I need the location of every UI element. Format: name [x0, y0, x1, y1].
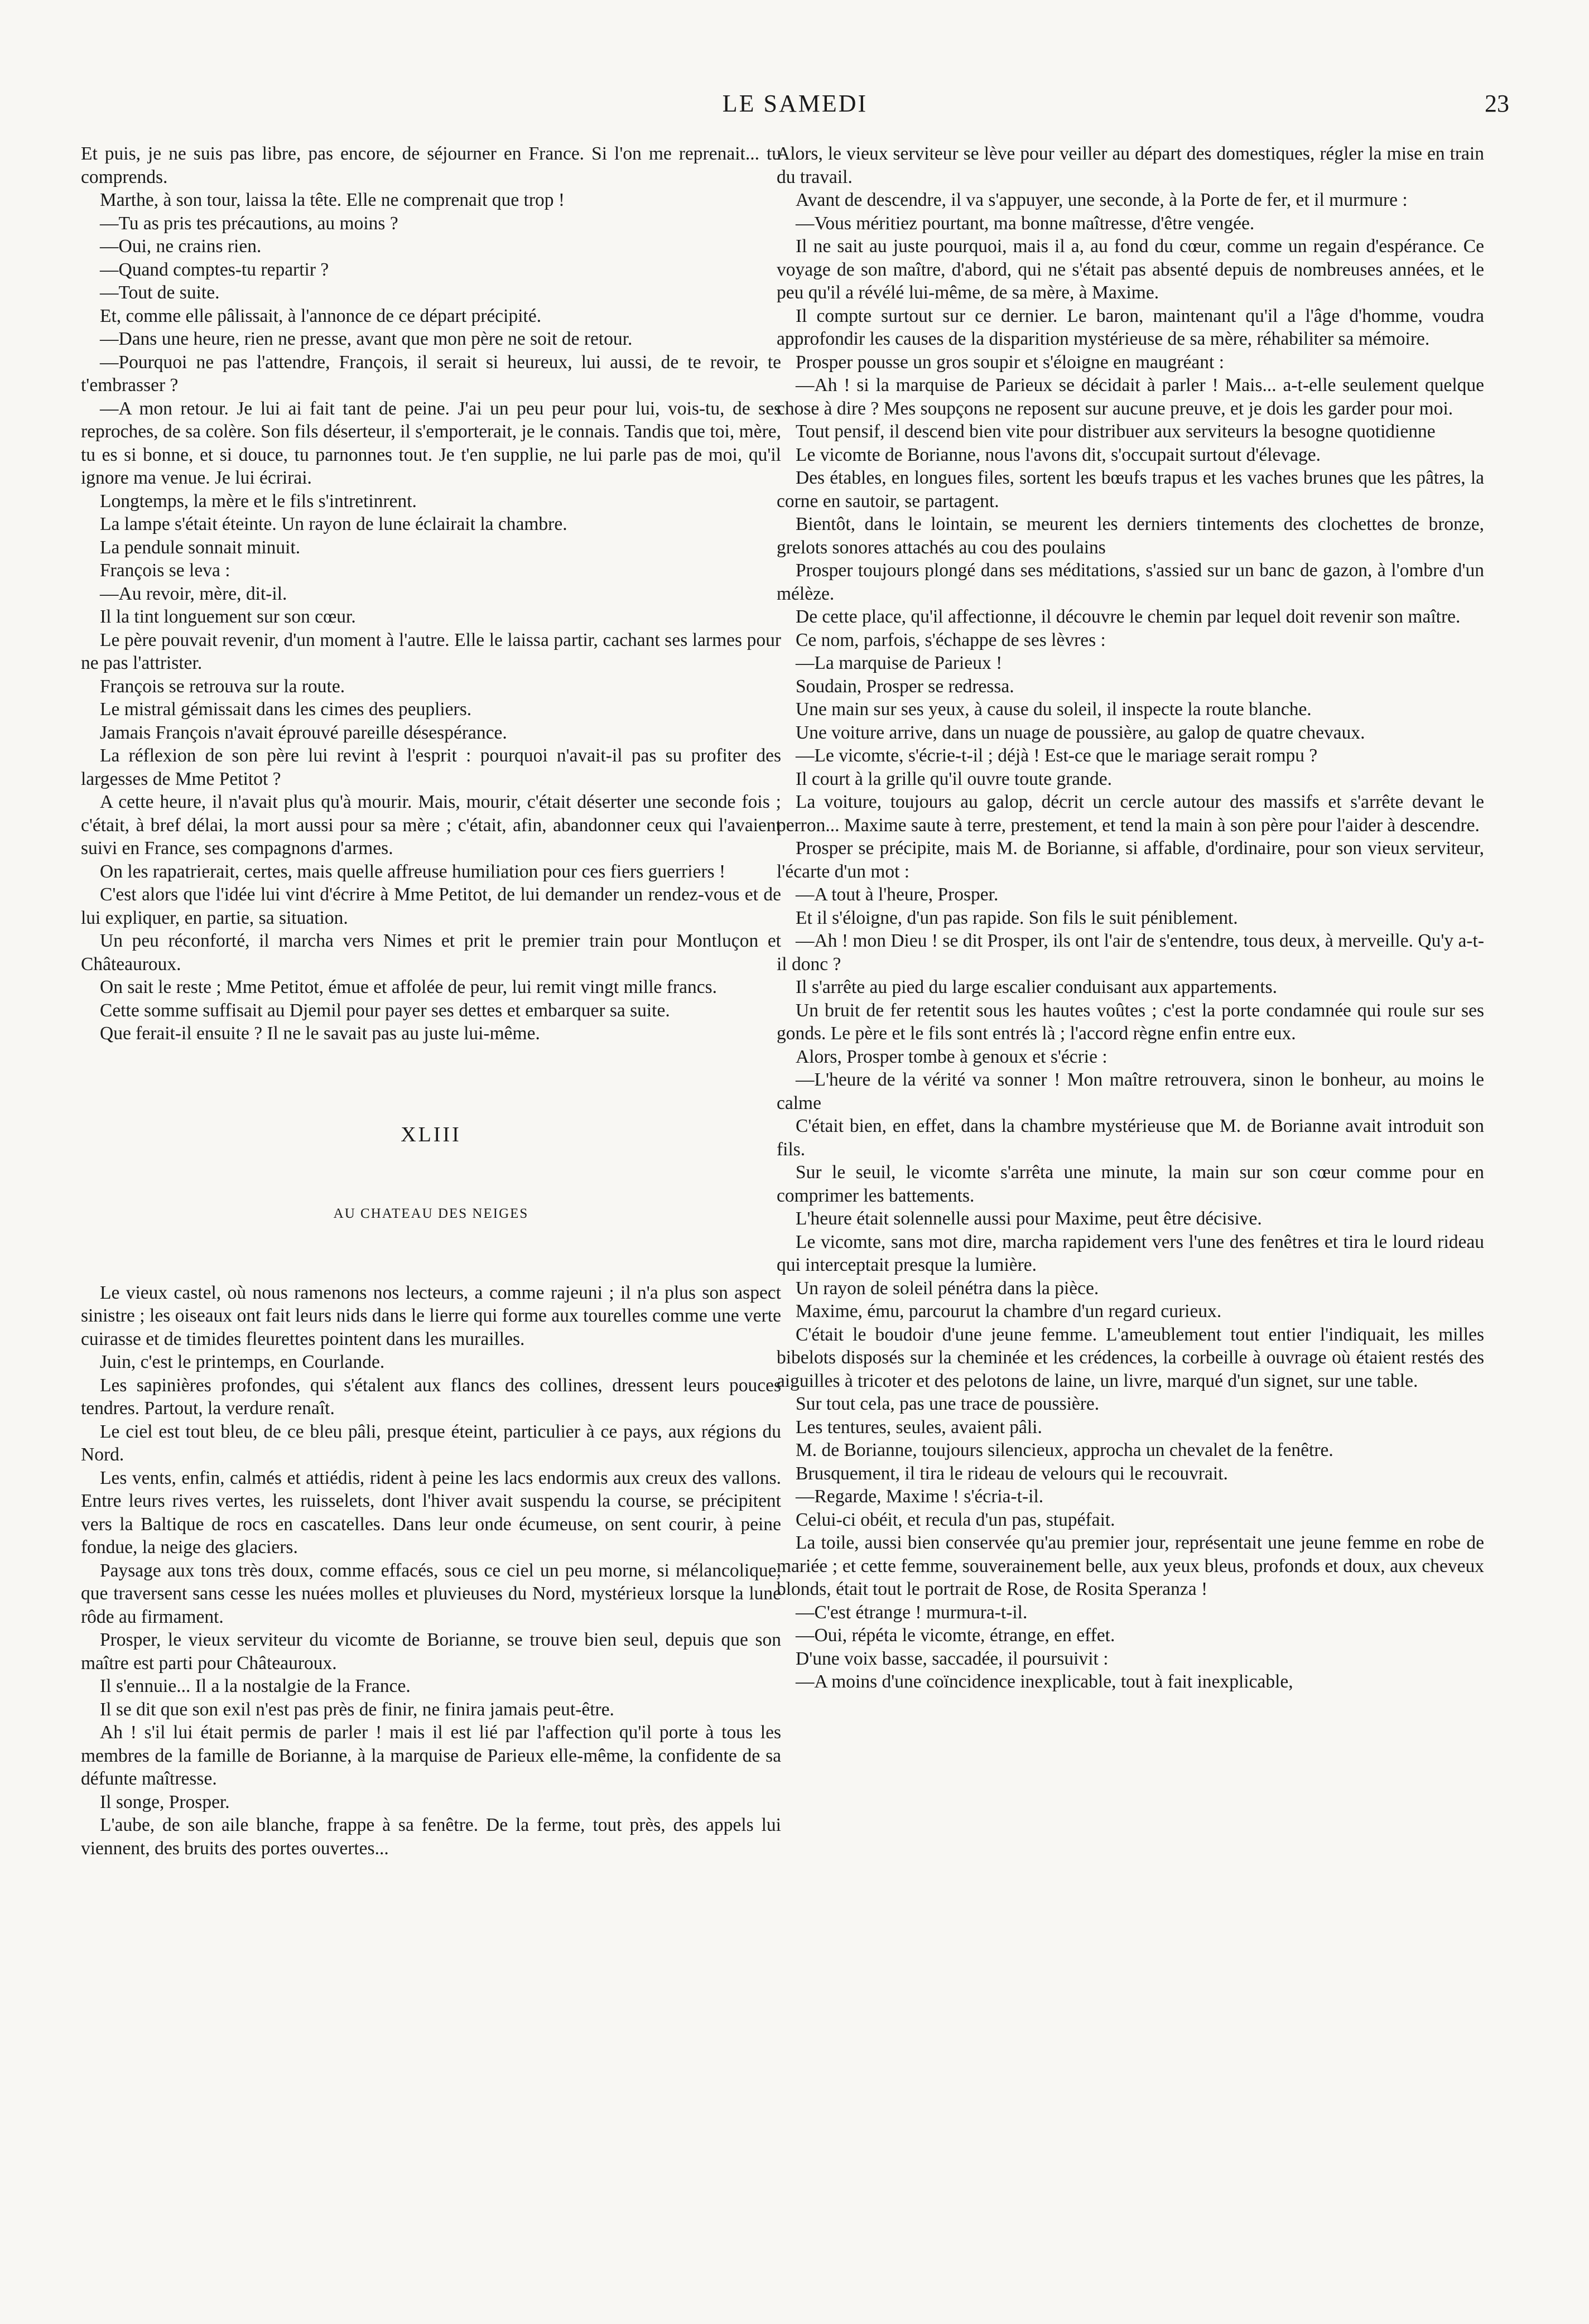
paragraph: —Pourquoi ne pas l'attendre, François, il serait si heureux, lui aussi, de te revoir, te t'embrasser ?: [81, 351, 781, 396]
paragraph: Avant de descendre, il va s'appuyer, une seconde, à la Porte de fer, et il murmure :: [796, 190, 1408, 210]
paragraph: Le ciel est tout bleu, de ce bleu pâli, presque éteint, particulier à ce pays, aux régions du Nord.: [81, 1421, 781, 1465]
page-header: [81, 89, 1509, 123]
paragraph: Maxime, ému, parcourut la chambre d'un regard curieux.: [796, 1301, 1222, 1322]
paragraph: Les tentures, seules, avaient pâli.: [796, 1416, 1042, 1438]
paragraph: Un rayon de soleil pénétra dans la pièce.: [796, 1277, 1099, 1299]
paragraph: —Tu as pris tes précautions, au moins ?: [100, 213, 398, 234]
paragraph: La voiture, toujours au galop, décrit un cercle autour des massifs et s'arrête devant le perron... Maxime saute à terre, prestement, et tend la main à son père pour l'aider à descendre.: [777, 792, 1484, 836]
paragraph: Cette somme suffisait au Djemil pour payer ses dettes et embarquer sa suite.: [100, 1000, 670, 1021]
paragraph: Le vieux castel, où nous ramenons nos lecteurs, a comme rajeuni ; il n'a plus son aspect sinistre ; les oiseaux ont fait leurs nids dans le lierre qui forme aux tourelles comme une verte cuirasse et de timides fleurettes pointent dans les murailles.: [81, 1282, 781, 1349]
paragraph: Et puis, je ne suis pas libre, pas encore, de séjourner en France. Si l'on me reprenait... tu comprends.: [81, 143, 781, 187]
paragraph: C'est alors que l'idée lui vint d'écrire à Mme Petitot, de lui demander un rendez-vous et de lui expliquer, en partie, sa situation.: [81, 884, 781, 928]
paragraph: Il court à la grille qu'il ouvre toute grande.: [796, 768, 1112, 789]
paragraph: Celui-ci obéit, et recula d'un pas, stupéfait.: [796, 1509, 1115, 1530]
paragraph: Un bruit de fer retentit sous les hautes voûtes ; c'est la porte condamnée qui roule sur ses gonds. Le père et le fils sont entrés là ; l'accord règne enfin entre eux.: [777, 1000, 1484, 1044]
chapter-title: AU CHATEAU DES NEIGES: [333, 1206, 529, 1221]
paragraph: La lampe s'était éteinte. Un rayon de lune éclairait la chambre.: [100, 514, 567, 534]
paragraph: Sur le seuil, le vicomte s'arrêta une minute, la main sur son cœur comme pour en comprimer les battements.: [777, 1162, 1484, 1206]
paragraph: —Dans une heure, rien ne presse, avant que mon père ne soit de retour.: [100, 329, 633, 349]
paragraph: Le vicomte de Borianne, nous l'avons dit, s'occupait surtout d'élevage.: [796, 444, 1321, 465]
paragraph: Marthe, à son tour, laissa la tête. Elle ne comprenait que trop !: [100, 190, 565, 210]
paragraph: Brusquement, il tira le rideau de velours qui le recouvrait.: [796, 1463, 1228, 1484]
paragraph: Ah ! s'il lui était permis de parler ! mais il est lié par l'affection qu'il porte à tous les membres de la famille de Borianne, à la marquise de Parieux elle-même, la confidente de sa défunte maîtresse.: [81, 1722, 781, 1789]
paragraph: Alors, le vieux serviteur se lève pour veiller au départ des domestiques, régler la mise en train du travail.: [777, 143, 1484, 187]
paragraph: Ce nom, parfois, s'échappe de ses lèvres :: [796, 629, 1106, 650]
paragraph: On les rapatrierait, certes, mais quelle affreuse humiliation pour ces fiers guerriers !: [100, 861, 726, 882]
paragraph: Prosper, le vieux serviteur du vicomte de Borianne, se trouve bien seul, depuis que son maître est parti pour Châteauroux.: [81, 1629, 781, 1674]
paragraph: François se leva :: [100, 560, 230, 581]
paragraph: —Quand comptes-tu repartir ?: [100, 259, 329, 280]
paragraph: Sur tout cela, pas une trace de poussière.: [796, 1394, 1100, 1414]
paragraph: L'heure était solennelle aussi pour Maxime, peut être décisive.: [796, 1208, 1262, 1229]
paragraph: L'aube, de son aile blanche, frappe à sa fenêtre. De la ferme, tout près, des appels lui viennent, des bruits des portes ouvertes...: [81, 1815, 781, 1859]
paragraph: —L'heure de la vérité va sonner ! Mon maître retrouvera, sinon le bonheur, au moins le calme: [777, 1069, 1484, 1113]
paragraph: Il la tint longuement sur son cœur.: [100, 606, 356, 627]
paragraph: Prosper se précipite, mais M. de Borianne, si affable, d'ordinaire, pour son vieux serviteur, l'écarte d'un mot :: [777, 838, 1484, 882]
paragraph: Alors, Prosper tombe à genoux et s'écrie :: [796, 1046, 1108, 1067]
paragraph: Soudain, Prosper se redressa.: [796, 676, 1014, 697]
paragraph: Des étables, en longues files, sortent les bœufs trapus et les vaches brunes que les pâtres, la corne en sautoir, se partagent.: [777, 467, 1484, 512]
paragraph: Il s'ennuie... Il a la nostalgie de la France.: [100, 1676, 411, 1696]
paragraph: De cette place, qu'il affectionne, il découvre le chemin par lequel doit revenir son maître.: [796, 606, 1461, 627]
paragraph: Bientôt, dans le lointain, se meurent les derniers tintements des clochettes de bronze, grelots sonores attachés au cou des poulains: [777, 514, 1484, 558]
paragraph: Jamais François n'avait éprouvé pareille désespérance.: [100, 722, 507, 743]
paragraph: —Oui, répéta le vicomte, étrange, en effet.: [796, 1625, 1115, 1646]
chapter-number: XLIII: [401, 1122, 461, 1146]
paragraph: Il songe, Prosper.: [100, 1791, 230, 1812]
paragraph: C'était le boudoir d'une jeune femme. L'ameublement tout entier l'indiquait, les milles bibelots disposés sur la cheminée et les crédences, la corbeille à ouvrage où étaient restés des aiguilles à tricoter et des pelotons de laine, un livre, marqué d'un signet, sur une table.: [777, 1324, 1484, 1391]
paragraph: M. de Borianne, toujours silencieux, approcha un chevalet de la fenêtre.: [796, 1440, 1333, 1460]
paragraph: Une voiture arrive, dans un nuage de poussière, au galop de quatre chevaux.: [796, 722, 1365, 743]
right-column: [777, 142, 1484, 1694]
paragraph: C'était bien, en effet, dans la chambre mystérieuse que M. de Borianne avait introduit son fils.: [777, 1116, 1484, 1160]
paragraph: Prosper toujours plongé dans ses méditations, s'assied sur un banc de gazon, à l'ombre d'un mélèze.: [777, 560, 1484, 604]
left-column: [81, 142, 781, 1860]
paragraph: Les vents, enfin, calmés et attiédis, rident à peine les lacs endormis aux creux des vallons. Entre leurs rives vertes, les ruisselets, dont l'hiver avait suspendu la course, se précipitent vers la Baltique de rocs en cascatelles. Dans leur onde écumeuse, on sent courir, à peine fondue, la neige des glaciers.: [81, 1467, 781, 1558]
paragraph: —Regarde, Maxime ! s'écria-t-il.: [796, 1486, 1044, 1507]
paragraph: Longtemps, la mère et le fils s'intretinrent.: [100, 490, 417, 512]
paragraph: Que ferait-il ensuite ? Il ne le savait pas au juste lui-même.: [100, 1023, 540, 1044]
paragraph: Il compte surtout sur ce dernier. Le baron, maintenant qu'il a l'âge d'homme, voudra approfondir les causes de la disparition mystérieuse de sa mère, réhabiliter sa mémoire.: [777, 305, 1484, 349]
paragraph: On sait le reste ; Mme Petitot, émue et affolée de peur, lui remit vingt mille francs.: [100, 977, 718, 997]
paragraph: Juin, c'est le printemps, en Courlande.: [100, 1352, 385, 1372]
paragraph: —Vous méritiez pourtant, ma bonne maîtresse, d'être vengée.: [796, 213, 1255, 234]
paragraph: —Ah ! si la marquise de Parieux se décidait à parler ! Mais... a-t-elle seulement quelque chose à dire ? Mes soupçons ne reposent sur aucune preuve, et je dois les garder pour moi.: [777, 375, 1484, 419]
paragraph: —Au revoir, mère, dit-il.: [100, 583, 287, 604]
paragraph: Une main sur ses yeux, à cause du soleil, il inspecte la route blanche.: [796, 699, 1312, 720]
paragraph: —La marquise de Parieux !: [796, 653, 1003, 673]
paragraph: —Le vicomte, s'écrie-t-il ; déjà ! Est-ce que le mariage serait rompu ?: [796, 745, 1318, 766]
paragraph: François se retrouva sur la route.: [100, 676, 345, 697]
paragraph: Il s'arrête au pied du large escalier conduisant aux appartements.: [796, 977, 1278, 997]
paragraph: Et il s'éloigne, d'un pas rapide. Son fils le suit péniblement.: [796, 907, 1238, 928]
paragraph: Les sapinières profondes, qui s'étalent aux flancs des collines, dressent leurs pouces tendres. Partout, la verdure renaît.: [81, 1375, 781, 1419]
paragraph: Le père pouvait revenir, d'un moment à l'autre. Elle le laissa partir, cachant ses larmes pour ne pas l'attrister.: [81, 629, 781, 673]
paragraph: Un peu réconforté, il marcha vers Nimes et prit le premier train pour Montluçon et Châteauroux.: [81, 930, 781, 975]
journal-title: LE SAMEDI: [722, 90, 868, 117]
paragraph: —A mon retour. Je lui ai fait tant de peine. J'ai un peu peur pour lui, vois-tu, de ses reproches, de sa colère. Son fils déserteur, il s'emporterait, je le connais. Tandis que toi, mère, tu es si bonne, et si douce, tu parnonnes tout. Je t'en supplie, ne lui parle pas de moi, qu'il ignore ma venue. Je lui écrirai.: [81, 398, 781, 488]
paragraph: La pendule sonnait minuit.: [100, 537, 301, 558]
paragraph: Il se dit que son exil n'est pas près de finir, ne finira jamais peut-être.: [100, 1699, 614, 1720]
paragraph: —A tout à l'heure, Prosper.: [796, 884, 999, 905]
paragraph: Prosper pousse un gros soupir et s'éloigne en maugréant :: [796, 351, 1225, 373]
paragraph: —C'est étrange ! murmura-t-il.: [796, 1602, 1028, 1623]
paragraph: —Ah ! mon Dieu ! se dit Prosper, ils ont l'air de s'entendre, tous deux, à merveille. Qu'y a-t-il donc ?: [777, 930, 1484, 975]
paragraph: —Oui, ne crains rien.: [100, 236, 262, 257]
page-number: 23: [1485, 90, 1509, 117]
paragraph: Il ne sait au juste pourquoi, mais il a, au fond du cœur, comme un regain d'espérance. Ce voyage de son maître, d'abord, qui ne s'était pas absenté depuis de nombreuses années, et le peu qu'il a révélé lui-même, de sa mère, à Maxime.: [777, 236, 1484, 303]
paragraph: D'une voix basse, saccadée, il poursuivit :: [796, 1648, 1109, 1669]
paragraph: La toile, aussi bien conservée qu'au premier jour, représentait une jeune femme en robe de mariée ; et cette femme, souverainement belle, aux yeux bleus, profonds et doux, aux cheveux blonds, était tout le portrait de Rose, de Rosita Speranza !: [777, 1532, 1484, 1599]
paragraph: —A moins d'une coïncidence inexplicable, tout à fait inexplicable,: [796, 1671, 1293, 1692]
paragraph: Le mistral gémissait dans les cimes des peupliers.: [100, 699, 472, 720]
paragraph: Et, comme elle pâlissait, à l'annonce de ce départ précipité.: [100, 305, 542, 326]
paragraph: —Tout de suite.: [100, 282, 220, 303]
paragraph: La réflexion de son père lui revint à l'esprit : pourquoi n'avait-il pas su profiter des largesses de Mme Petitot ?: [81, 745, 781, 789]
paragraph: A cette heure, il n'avait plus qu'à mourir. Mais, mourir, c'était déserter une seconde fois ; c'était, à bref délai, la mort aussi pour sa mère ; c'était, afin, abandonner ceux qui l'avaient suivi en France, ses compagnons d'armes.: [81, 792, 781, 859]
paragraph: Tout pensif, il descend bien vite pour distribuer aux serviteurs la besogne quotidienne: [796, 421, 1436, 442]
paragraph: Paysage aux tons très doux, comme effacés, sous ce ciel un peu morne, si mélancolique, que traversent sans cesse les nuées molles et pluvieuses du Nord, mystérieux lorsque la lune rôde au firmament.: [81, 1560, 781, 1627]
paragraph: Le vicomte, sans mot dire, marcha rapidement vers l'une des fenêtres et tira le lourd rideau qui interceptait presque la lumière.: [777, 1231, 1484, 1275]
